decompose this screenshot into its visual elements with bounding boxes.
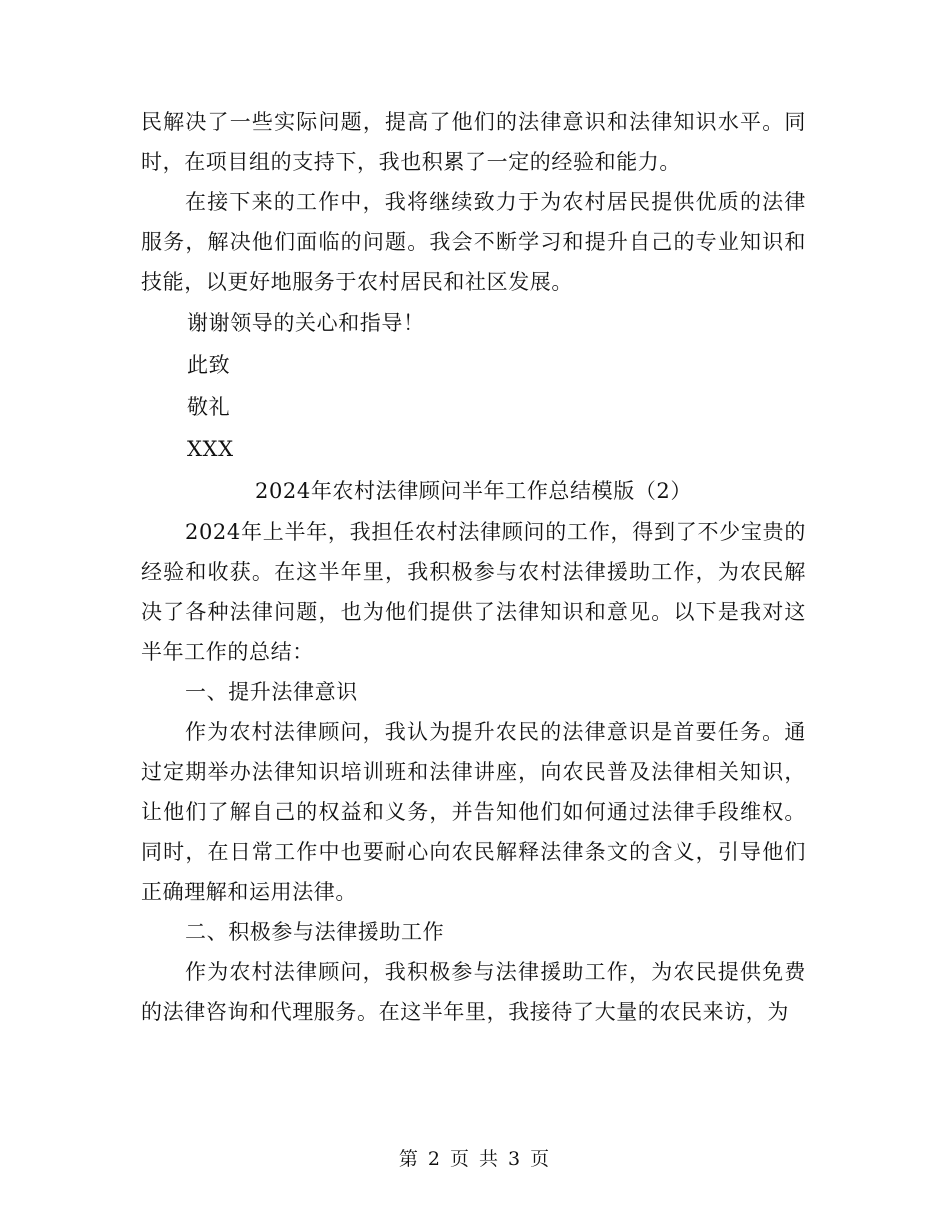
legal-awareness-paragraph: 作为农村法律顾问，我认为提升农民的法律意识是首要任务。通过定期举办法律知识培训班和法律讲座，向农民普及法律相关知识，让他们了解自己的权益和义务，并告知他们如何通过法律手段维权。同时，在日常工作中也要耐心向农民解释法律条文的含义，引导他们正确理解和运用法律。: [141, 720, 806, 904]
closing-regards: 敬礼: [187, 395, 231, 419]
closing-salutation: 此致: [187, 353, 231, 377]
signature: XXX: [187, 437, 234, 461]
thanks-line: 谢谢领导的关心和指导！: [187, 311, 425, 335]
continuation-paragraph: 民解决了一些实际问题，提高了他们的法律意识和法律知识水平。同时，在项目组的支持下，我也积累了一定的经验和能力。: [141, 110, 806, 174]
document-body: [141, 102, 806, 1032]
section-title: 2024年农村法律顾问半年工作总结模版（2）: [254, 479, 692, 503]
page-number-footer: 第 2 页 共 3 页: [398, 1148, 552, 1170]
intro-paragraph: 2024年上半年，我担任农村法律顾问的工作，得到了不少宝贵的经验和收获。在这半年里，我积极参与农村法律援助工作，为农民解决了各种法律问题，也为他们提供了法律知识和意见。以下是我对这半年工作的总结：: [141, 520, 806, 664]
heading-legal-aid: 二、积极参与法律援助工作: [185, 920, 445, 944]
heading-legal-awareness: 一、提升法律意识: [185, 680, 358, 704]
future-work-paragraph: 在接下来的工作中，我将继续致力于为农村居民提供优质的法律服务，解决他们面临的问题。我会不断学习和提升自己的专业知识和技能，以更好地服务于农村居民和社区发展。: [141, 190, 806, 294]
legal-aid-paragraph: 作为农村法律顾问，我积极参与法律援助工作，为农民提供免费的法律咨询和代理服务。在这半年里，我接待了大量的农民来访，为: [141, 960, 806, 1024]
